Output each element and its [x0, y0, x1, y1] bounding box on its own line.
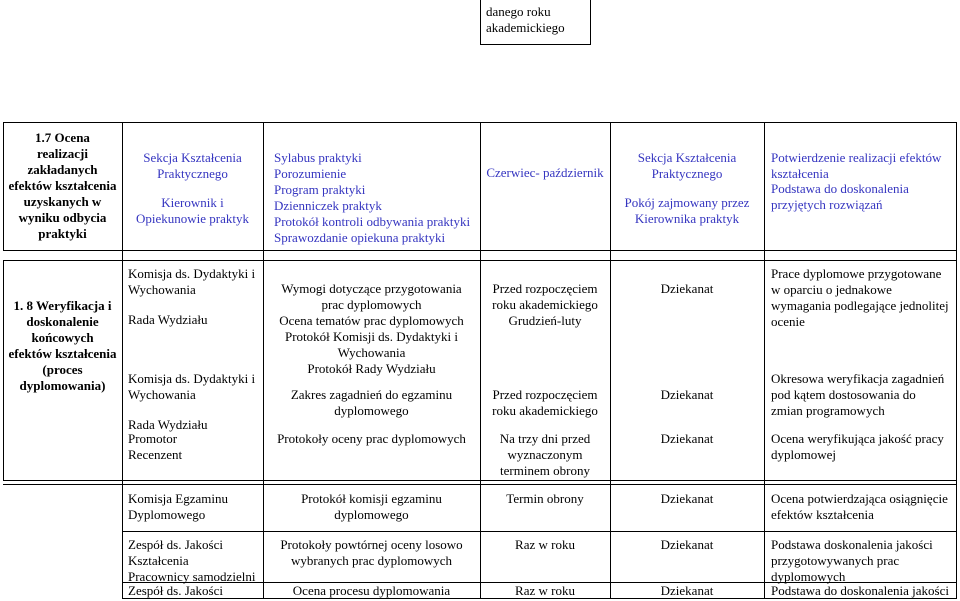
row-1-8-sub2-timeframe: Przed rozpoczęciem roku akademickiego: [492, 387, 598, 418]
row-1-7-location-room: Pokój zajmowany przez Kierownika praktyk: [624, 195, 750, 226]
row-1-8-sub2-committee: Komisja ds. Dydaktyki i Wychowania: [128, 371, 256, 402]
row-1-8-sub1-committee: Komisja ds. Dydaktyki i Wychowania: [128, 266, 256, 297]
row-1-8-sub1-documents: Wymogi dotyczące przygotowania prac dyplomowych Ocena tematów prac dyplomowych Protokół Komisji ds. Dydaktyki i Wychowania Protokół Rady Wydziału: [279, 281, 464, 376]
last-row-result: Podstawa do doskonalenia jakości: [771, 583, 949, 598]
row-1-8-sub3-documents: Protokoły oceny prac dyplomowych: [277, 431, 466, 446]
row-1-8-sub2-location: Dziekanat: [660, 387, 714, 402]
exam-row-location: Dziekanat: [660, 491, 714, 506]
last-row-team: Zespół ds. Jakości: [128, 583, 223, 598]
row-1-7-documents: Sylabus praktyki Porozumienie Program praktyki Dzienniczek praktyk Protokół kontroli odbywania praktyki Sprawozdanie opiekuna praktyki: [274, 150, 471, 245]
row-1-8-sub3-result: Ocena weryfikująca jakość pracy dyplomowej: [771, 431, 944, 462]
row-1-8-sub3-location: Dziekanat: [660, 431, 714, 446]
top-fragment-text: danego roku akademickiego: [486, 4, 565, 35]
row-1-8-sub2-result: Okresowa weryfikacja zagadnień pod kątem dostosowania do zmian programowych: [771, 371, 945, 418]
review-row-documents: Protokoły powtórnej oceny losowo wybranych prac dyplomowych: [280, 537, 463, 568]
review-row-timeframe: Raz w roku: [515, 537, 575, 552]
review-row-location: Dziekanat: [660, 537, 714, 552]
exam-row-timeframe: Termin obrony: [506, 491, 584, 506]
row-1-8-sub1-result: Prace dyplomowe przygotowane w oparciu o jednakowe wymagania podlegające jednolitej ocenie: [771, 266, 949, 329]
row-1-8-sub1-timeframe: Przed rozpoczęciem roku akademickiego Grudzień-luty: [492, 281, 598, 328]
row-1-8-sub2-council: Rada Wydziału: [128, 417, 208, 432]
row-1-8-sub1-council: Rada Wydziału: [128, 312, 208, 327]
row-1-7-label: 1.7 Ocena realizacji zakładanych efektów kształcenia uzyskanych w wyniku odbycia praktyki: [8, 130, 117, 241]
row-1-7-timeframe: Czerwiec- październik: [486, 165, 604, 180]
exam-row-documents: Protokół komisji egzaminu dyplomowego: [301, 491, 442, 522]
row-1-7-location-unit: Sekcja Kształcenia Praktycznego: [637, 150, 737, 181]
row-1-8-sub1-location: Dziekanat: [660, 281, 714, 296]
exam-row-committee: Komisja Egzaminu Dyplomowego: [128, 491, 229, 522]
last-row-location: Dziekanat: [660, 583, 714, 598]
row-1-8-sub3-timeframe: Na trzy dni przed wyznaczonym terminem obrony: [499, 431, 591, 478]
review-row-result: Podstawa doskonalenia jakości przygotowywanych prac dyplomowych: [771, 537, 933, 584]
exam-row-result: Ocena potwierdzająca osiągnięcie efektów kształcenia: [771, 491, 948, 522]
row-1-7-result-basis: Podstawa do doskonalenia przyjętych rozwiązań: [771, 181, 909, 212]
row-1-7-result-confirmation: Potwierdzenie realizacji efektów kształcenia: [771, 150, 942, 181]
last-row-timeframe: Raz w roku: [515, 583, 575, 598]
row-1-8-sub2-documents: Zakres zagadnień do egzaminu dyplomowego: [290, 387, 453, 418]
row-1-8-sub3-reviewers: Promotor Recenzent: [128, 431, 183, 462]
row-1-8-label: 1. 8 Weryfikacja i doskonalenie końcowych efektów kształcenia (proces dyplomowania): [8, 298, 117, 393]
row-1-7-responsible-unit: Sekcja Kształcenia Praktycznego: [143, 150, 242, 181]
last-row-documents: Ocena procesu dyplomowania: [292, 583, 451, 598]
row-1-7-responsible-persons: Kierownik i Opiekunowie praktyk: [135, 195, 249, 226]
review-row-team: Zespół ds. Jakości Kształcenia Pracownicy samodzielni: [128, 537, 256, 584]
